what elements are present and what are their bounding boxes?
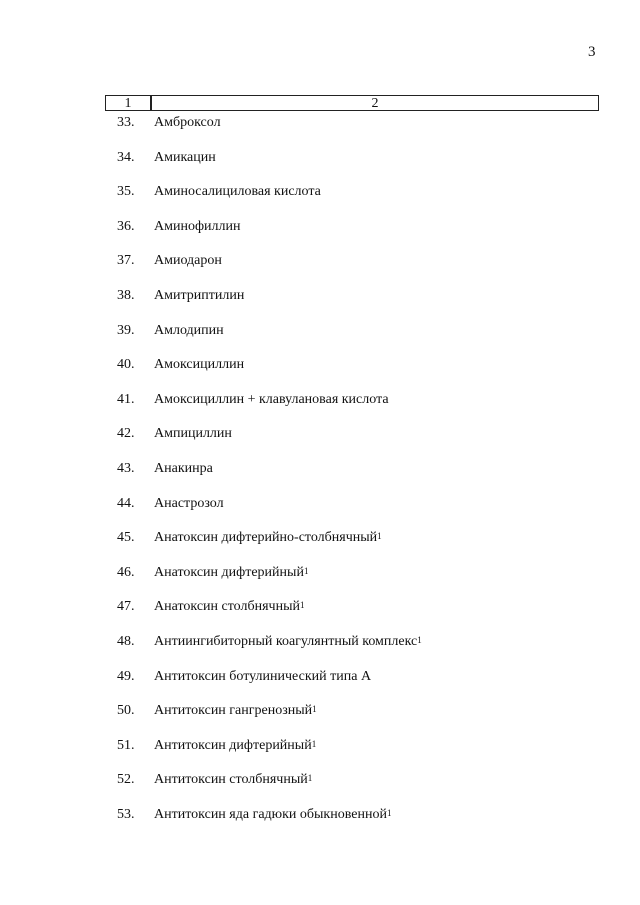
drug-name: Антитоксин ботулинический типа А xyxy=(154,668,372,684)
table-row xyxy=(0,805,640,840)
table-row xyxy=(0,286,640,321)
row-number: 45. xyxy=(117,530,135,546)
footnote-marker: 1 xyxy=(311,738,317,749)
row-number: 35. xyxy=(117,184,135,200)
drug-name: Антитоксин дифтерийный$^1$ xyxy=(154,737,317,753)
table-row xyxy=(0,736,640,771)
table-row xyxy=(0,770,640,805)
row-number: 33. xyxy=(117,115,135,130)
row-number: 44. xyxy=(117,495,135,511)
table-row xyxy=(0,355,640,390)
table-row xyxy=(0,597,640,632)
table-row xyxy=(0,563,640,598)
drug-name: Анатоксин столбнячный$^1$ xyxy=(154,599,305,615)
row-number: 51. xyxy=(117,737,135,753)
drug-name: Ампициллин xyxy=(154,426,232,442)
table-row xyxy=(0,632,640,667)
row-number: 36. xyxy=(117,218,135,234)
drug-name: Амоксициллин + клавулановая кислота xyxy=(154,391,389,407)
table-row xyxy=(0,321,640,356)
table-row xyxy=(0,424,640,459)
table-row xyxy=(0,217,640,252)
table-row xyxy=(0,528,640,563)
footnote-marker: 1 xyxy=(386,807,392,818)
table-row xyxy=(0,494,640,529)
row-number: 42. xyxy=(117,426,135,442)
drug-name: Антитоксин яда гадюки обыкновенной$^1$ xyxy=(154,806,392,822)
table-column-header xyxy=(105,95,599,111)
row-number: 41. xyxy=(117,391,135,407)
drug-name: Аминофиллин xyxy=(154,218,241,234)
row-number: 52. xyxy=(117,772,135,788)
row-number: 48. xyxy=(117,633,135,649)
drug-name: Анатоксин дифтерийно-столбнячный$^1$ xyxy=(154,530,382,546)
drug-name: Анакинра xyxy=(154,460,213,476)
drug-name: Амброксол xyxy=(154,115,221,130)
table-row xyxy=(0,182,640,217)
row-number: 50. xyxy=(117,703,135,719)
table-row xyxy=(0,459,640,494)
drug-name: Амиодарон xyxy=(154,253,222,269)
table-row xyxy=(0,390,640,425)
footnote-marker: 1 xyxy=(307,773,313,784)
drug-name: Анастрозол xyxy=(154,495,224,511)
table-row xyxy=(0,667,640,702)
table-row xyxy=(0,113,640,148)
footnote-marker: 1 xyxy=(312,704,317,715)
row-number: 39. xyxy=(117,322,135,338)
drug-name: Анатоксин дифтерийный$^1$ xyxy=(154,564,309,580)
drug-name: Амоксициллин xyxy=(154,357,245,373)
footnote-marker: 1 xyxy=(303,565,309,576)
row-number: 47. xyxy=(117,599,135,615)
footnote-marker: 1 xyxy=(417,634,422,645)
drug-name: Антитоксин столбнячный$^1$ xyxy=(154,772,313,788)
row-number: 34. xyxy=(117,149,135,165)
drug-name: Амлодипин xyxy=(154,322,224,338)
table-row xyxy=(0,148,640,183)
footnote-marker: 1 xyxy=(299,600,305,611)
drug-name: Антиингибиторный коагулянтный комплекс$^1$ xyxy=(154,633,422,649)
footnote-marker: 1 xyxy=(377,531,382,542)
row-number: 40. xyxy=(117,357,135,373)
drug-name: Амитриптилин xyxy=(154,287,245,303)
row-number: 38. xyxy=(117,287,135,303)
drug-name: Аминосалициловая кислота xyxy=(154,184,321,200)
drug-name: Антитоксин гангренозный$^1$ xyxy=(154,703,317,719)
drug-list xyxy=(0,113,640,839)
table-row xyxy=(0,251,640,286)
page-number: 3 xyxy=(588,44,596,60)
column-2-header: 2 xyxy=(371,96,379,111)
row-number: 53. xyxy=(117,806,135,822)
column-1-header: 1 xyxy=(106,96,152,110)
row-number: 46. xyxy=(117,564,135,580)
drug-name: Амикацин xyxy=(154,149,216,165)
row-number: 43. xyxy=(117,460,135,476)
row-number: 49. xyxy=(117,668,135,684)
row-number: 37. xyxy=(117,253,135,269)
table-row xyxy=(0,701,640,736)
